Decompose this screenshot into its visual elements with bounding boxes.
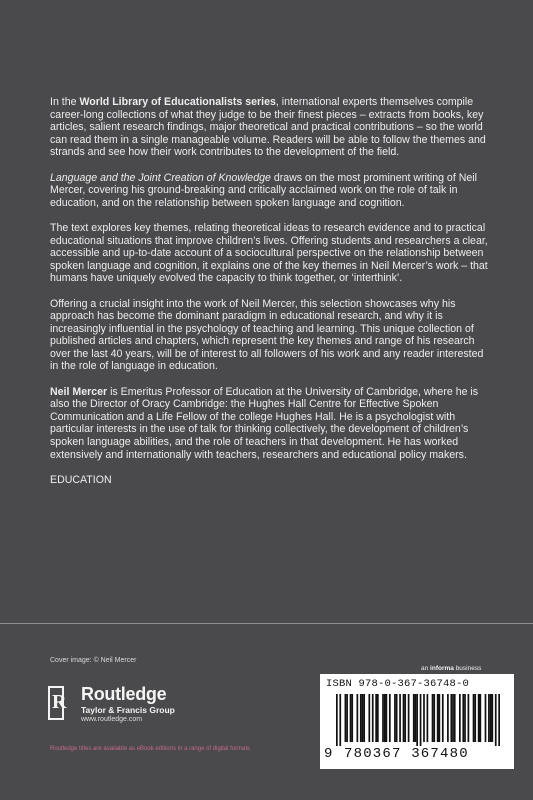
series-paragraph bbox=[50, 96, 490, 159]
informa-suffix: business bbox=[453, 665, 482, 672]
book-title: Language and the Joint Creation of Knowledge bbox=[50, 171, 271, 184]
footer-divider bbox=[0, 623, 533, 624]
informa-prefix: an bbox=[421, 665, 431, 672]
publisher-name: Routledge bbox=[81, 684, 167, 704]
author-paragraph bbox=[50, 386, 490, 462]
book-description: draws on the most prominent writing of Neil Mercer, covering his ground-breaking and critically acclaimed work on the role of talk in education, and on the relationship between spoken language and cognition. bbox=[50, 171, 477, 209]
barcode-first-digit: 9 bbox=[324, 746, 333, 762]
author-name: Neil Mercer bbox=[50, 385, 108, 398]
informa-tagline bbox=[421, 665, 481, 672]
isbn-barcode bbox=[320, 674, 514, 769]
series-intro: In the bbox=[50, 96, 80, 108]
series-description: , international experts themselves compile career-long collections of what they judge to be their finest pieces – extracts from books, key articles, salient research findings, major theoretical and practical contributions – so the world can read them in a single manageable volume. Readers will be able to follow the themes and strands and see how their work contributes to the development of the field. bbox=[50, 96, 486, 159]
barcode-bars bbox=[336, 694, 500, 746]
publisher-url: www.routledge.com bbox=[81, 716, 143, 723]
publisher-group: Taylor & Francis Group bbox=[81, 705, 175, 715]
category-label: EDUCATION bbox=[50, 473, 112, 486]
author-bio: is Emeritus Professor of Education at the University of Cambridge, where he is also the Director of Oracy Cambridge: the Hughes Hall Centre for Effective Spoken Communication and a Life Fellow of the college Hughes Hall. He is a psychologist with particular interests in the use of talk for thinking collectively, the development of children’s spoken language abilities, and the role of teachers in that development. He has worked extensively and internationally with teachers, researchers and educational policy makers. bbox=[50, 385, 479, 461]
barcode-digits: 780367 367480 bbox=[344, 746, 469, 762]
informa-brand: informa bbox=[430, 665, 454, 672]
themes-paragraph: The text explores key themes, relating theoretical ideas to research evidence and to practical educational situations that improve children’s lives. Offering students and researchers a clear, accessible and up-to-date account of a sociocultural perspective on the relationship between spoken language and cognition, it explains one of the key themes in Neil Mercer’s work – that humans have uniquely evolved the capacity to think together, or ‘interthink’. bbox=[50, 221, 488, 285]
routledge-r-icon: R bbox=[48, 686, 64, 720]
book-paragraph bbox=[50, 172, 490, 210]
insight-paragraph: Offering a crucial insight into the work of Neil Mercer, this selection showcases why his approach has become the dominant paradigm in educational research, and why it is increasingly influential in the psychology of teaching and learning. This unique collection of published articles and chapters, which represent the key themes and range of his research over the last 40 years, will be of interest to all followers of his work and any reader interested in the role of language in education. bbox=[50, 297, 484, 373]
publisher-logo bbox=[48, 684, 198, 722]
back-cover-blurb bbox=[50, 96, 490, 499]
series-name: World Library of Educationalists series bbox=[79, 96, 276, 108]
ebook-note: Routledge titles are available as eBook editions in a range of digital formats bbox=[50, 746, 251, 752]
cover-credit: Cover image: © Neil Mercer bbox=[50, 657, 137, 664]
isbn-text: ISBN 978-0-367-36748-0 bbox=[326, 678, 470, 690]
